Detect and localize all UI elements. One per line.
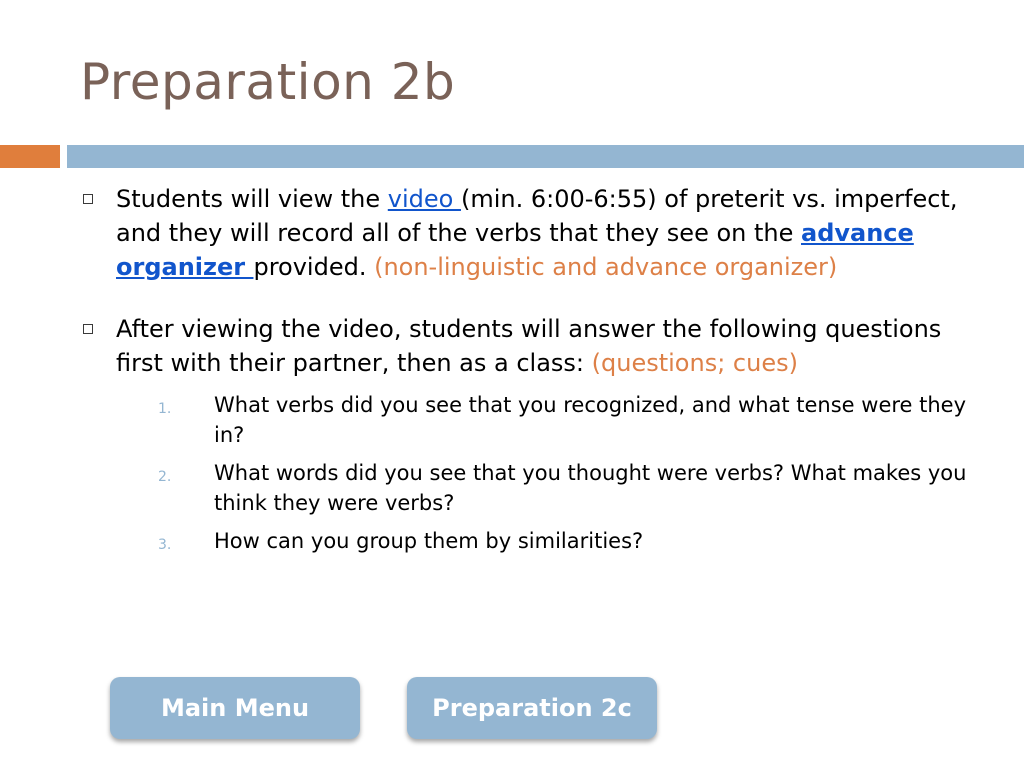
bullet-text: (min. 6:00-6:55) of preterit vs. imperfect, and they will record all of the verbs that they see on the [116,185,958,247]
main-menu-button[interactable]: Main Menu [110,677,360,739]
question-list [116,390,980,556]
list-item [152,526,980,556]
strategy-note: (non-linguistic and advance organizer) [374,253,838,281]
list-number: 2. [158,469,172,485]
bullet-text: provided. [253,253,375,281]
bullet-video-task [80,182,980,284]
strategy-note: (questions; cues) [591,349,798,377]
accent-bar-orange [0,145,60,168]
bullet-text: Students will view the [116,185,388,213]
list-item [152,390,980,450]
square-bullet-icon [83,194,93,204]
question-text: How can you group them by similarities? [214,529,644,553]
slide-body [80,182,980,584]
list-number: 1. [158,401,172,417]
question-text: What verbs did you see that you recognized, and what tense were they in? [214,393,967,447]
accent-bar-blue [67,145,1024,168]
list-number: 3. [158,537,172,553]
advance-organizer-link[interactable]: advance organizer [116,219,914,281]
bullet-text: After viewing the video, students will answer the following questions first with their partner, then as a class: [116,315,942,377]
square-bullet-icon [83,324,93,334]
bullet-discussion-task [80,312,980,556]
question-text: What words did you see that you thought were verbs? What makes you think they were verbs? [214,461,967,515]
preparation-2c-button[interactable]: Preparation 2c [407,677,657,739]
slide-title: Preparation 2b [80,53,456,111]
list-item [152,458,980,518]
video-link[interactable]: video [387,185,461,213]
